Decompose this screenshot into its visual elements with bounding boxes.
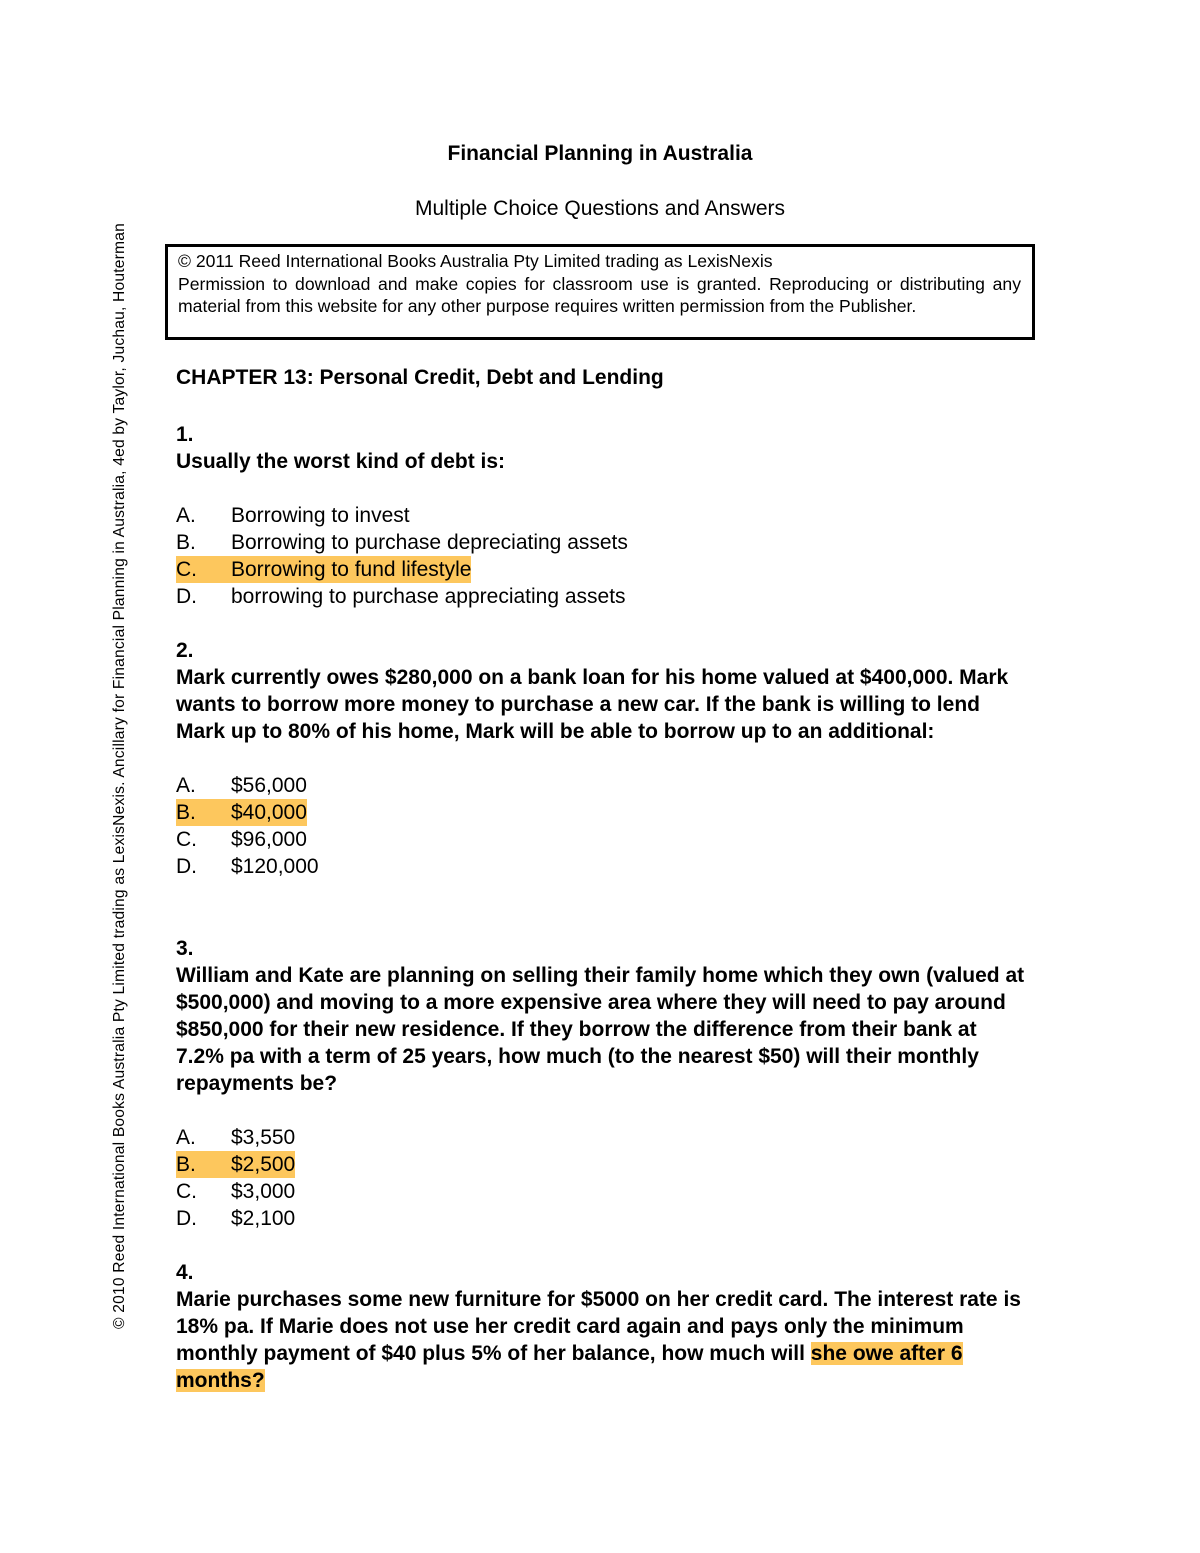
- question-text: [176, 1286, 1026, 1394]
- copyright-notice-box: [165, 244, 1035, 340]
- question-text: William and Kate are planning on selling their family home which they own (valued at $500,000) and moving to a more expensive area where they will need to pay around $850,000 for their new residence. If they borrow the difference from their bank at 7.2% pa with a term of 25 years, how much (to the nearest $50) will their monthly repayments be?: [176, 964, 1025, 1095]
- option-letter: D.: [176, 585, 197, 608]
- answer-option-d: [176, 1205, 1026, 1232]
- side-copyright-note: © 2010 Reed International Books Australia Pty Limited trading as LexisNexis. Ancillary for Financial Planning in Australia, 4ed by Taylor, Juchau, Houterman: [111, 223, 128, 1329]
- option-letter: B.: [176, 799, 231, 826]
- option-text: borrowing to purchase appreciating assets: [231, 585, 626, 608]
- answer-option-a: [176, 1124, 1026, 1151]
- option-letter: C.: [176, 828, 197, 851]
- option-text: $40,000: [231, 801, 307, 824]
- option-text: $2,100: [231, 1207, 296, 1230]
- question-text: Mark currently owes $280,000 on a bank loan for his home valued at $400,000. Mark wants to borrow more money to purchase a new car. If the bank is willing to lend Mark up to 80% of his home, Mark will be able to borrow up to an additional:: [176, 666, 1009, 743]
- option-letter: A.: [176, 504, 196, 527]
- answer-option-c: [176, 826, 1026, 853]
- permission-text: Permission to download and make copies for classroom use is granted. Reproducing or distributing any material from this website for any other purpose requires written permission from the Publisher.: [178, 273, 1021, 317]
- document-subtitle: Multiple Choice Questions and Answers: [414, 197, 786, 220]
- option-text: Borrowing to fund lifestyle: [231, 558, 472, 581]
- option-letter: A.: [176, 774, 196, 797]
- question-text-plain: Marie purchases some new furniture for $5000 on her credit card. The interest rate is 18% pa. If Marie does not use her credit card again and pays only the minimum monthly payment of $40 plus 5% of her balance, how much will: [176, 1288, 1021, 1365]
- answer-option-c: [176, 1178, 1026, 1205]
- option-letter: C.: [176, 556, 231, 583]
- question-1: [176, 421, 1026, 610]
- option-text: $3,000: [231, 1180, 296, 1203]
- question-3: [176, 935, 1026, 1232]
- chapter-heading: CHAPTER 13: Personal Credit, Debt and Lending: [176, 366, 664, 389]
- option-text: $56,000: [231, 774, 307, 797]
- answer-option-b-correct: [176, 1151, 295, 1178]
- option-letter: A.: [176, 1126, 196, 1149]
- option-text: Borrowing to purchase depreciating assets: [231, 531, 628, 554]
- answer-option-d: [176, 583, 1026, 610]
- answer-option-d: [176, 853, 1026, 880]
- option-letter: B.: [176, 1151, 231, 1178]
- option-text: $120,000: [231, 855, 319, 878]
- answer-option-b-correct: [176, 799, 307, 826]
- question-number: 2.: [176, 639, 194, 662]
- answer-option-a: [176, 502, 1026, 529]
- document-title: Financial Planning in Australia: [447, 142, 753, 165]
- answer-option-b: [176, 529, 1026, 556]
- question-number: 1.: [176, 423, 194, 446]
- question-text-highlight: she owe after 6 months?: [176, 1342, 963, 1392]
- answer-option-c-correct: [176, 556, 471, 583]
- option-text: Borrowing to invest: [231, 504, 410, 527]
- option-letter: D.: [176, 1207, 197, 1230]
- answer-option-a: [176, 772, 1026, 799]
- option-letter: B.: [176, 531, 196, 554]
- option-text: $96,000: [231, 828, 307, 851]
- question-text: Usually the worst kind of debt is:: [176, 450, 506, 473]
- option-text: $3,550: [231, 1126, 296, 1149]
- question-number: 3.: [176, 937, 194, 960]
- question-number: 4.: [176, 1261, 194, 1284]
- question-4: [176, 1259, 1026, 1421]
- option-text: $2,500: [231, 1153, 296, 1176]
- option-letter: C.: [176, 1180, 197, 1203]
- option-letter: D.: [176, 855, 197, 878]
- question-2: [176, 637, 1026, 880]
- copyright-line: © 2011 Reed International Books Australia Pty Limited trading as LexisNexis: [178, 251, 773, 271]
